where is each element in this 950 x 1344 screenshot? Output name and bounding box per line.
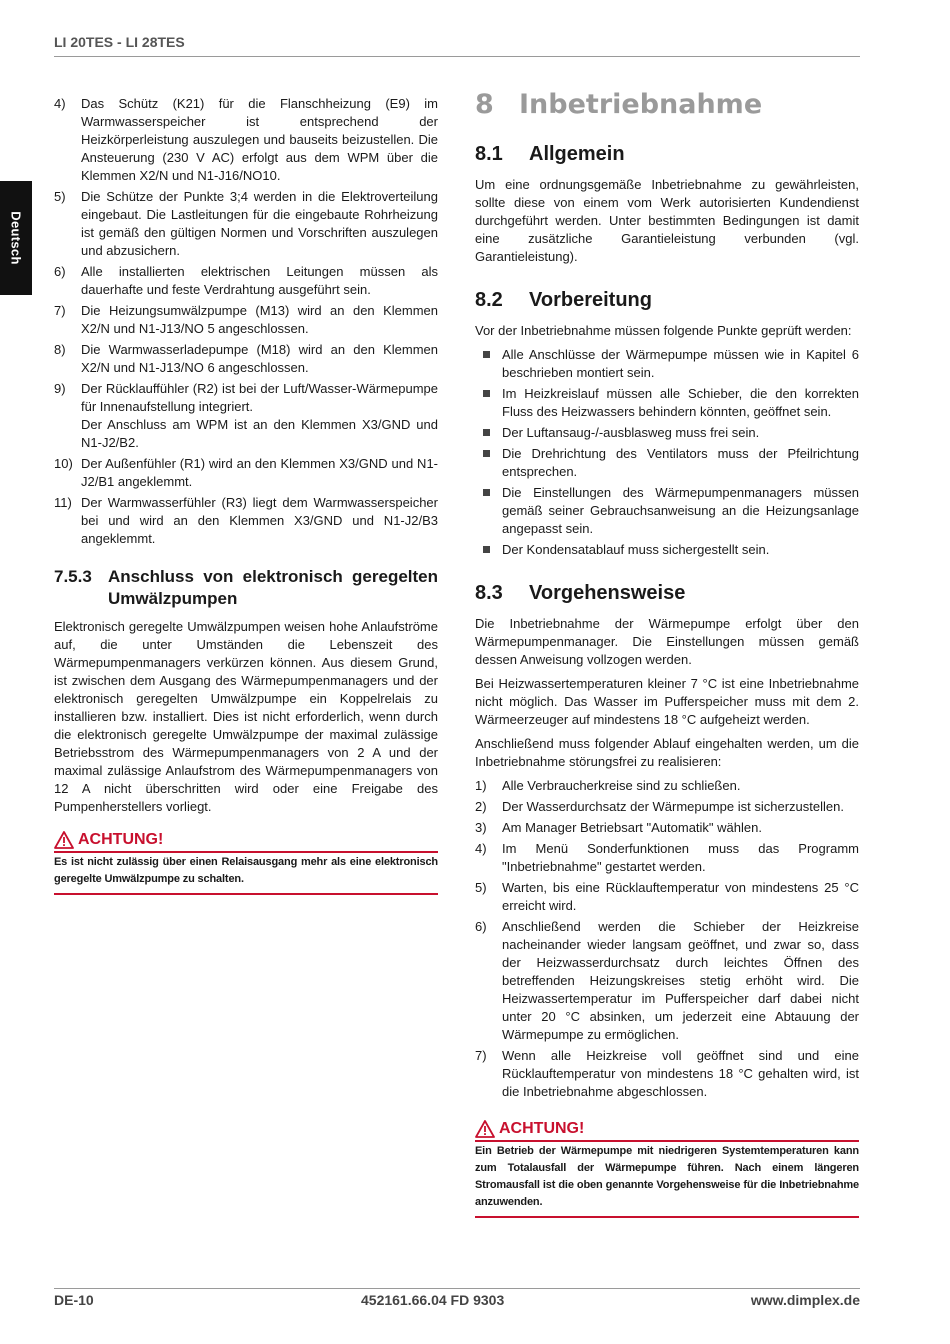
warning-triangle-icon [54,831,74,849]
square-bullet-icon [483,546,490,553]
left-column [54,95,438,895]
square-bullet-icon [483,489,490,496]
list-item: 10) Der Außenfühler (R1) wird an den Klemmen X3/GND und N1-J2/B1 angeklemmt. [54,456,438,489]
warning-rule-bottom [475,1216,859,1218]
list-item: 8) Die Warmwasserladepumpe (M18) wird an den Klemmen X2/N und N1-J13/NO 6 angeschlossen. [54,342,438,375]
section-8-3-para-1: Die Inbetriebnahme der Wärmepumpe erfolgt über den Wärmepumpenmanager. Die Einstellungen müssen gemäß dessen Anweisung vollzogen werden. [475,616,859,667]
list-item: 7) Die Heizungsumwälzpumpe (M13) wird an den Klemmen X2/N und N1-J13/NO 5 angeschlossen. [54,303,438,336]
list-item: 5) Die Schütze der Punkte 3;4 werden in die Elektroverteilung eingebaut. Die Lastleitungen für die eingebaute Rohrheizung ist gemäß den gültigen Normen und Vorschriften auszulegen und abzusichern. [54,189,438,258]
warning-rule-bottom [54,893,438,895]
procedure-step: 5) Warten, bis eine Rücklauftemperatur von mindestens 25 °C erreicht wird. [475,880,859,913]
language-tab-label: Deutsch [8,211,24,265]
warning-box-left [54,830,438,895]
right-column [475,88,859,1218]
section-heading-8-3: 8.3 Vorgehensweise [475,582,686,604]
page-header: LI 20TES - LI 28TES [54,34,185,50]
section-8-3-para-2: Bei Heizwassertemperaturen kleiner 7 °C ist eine Inbetriebnahme nicht möglich. Das Wasser im Pufferspeicher muss mit dem 2. Wärmeerzeuger auf mindestens 18 °C aufgeheizt werden. [475,676,859,727]
checklist-item: Die Drehrichtung des Ventilators muss der Pfeilrichtung entsprechen. [475,445,859,481]
procedure-steps [475,777,859,1101]
procedure-step: 4) Im Menü Sonderfunktionen muss das Programm "Inbetriebnahme" gestartet werden. [475,841,859,874]
language-tab [0,181,32,295]
section-heading-8-1: 8.1 Allgemein [475,143,625,165]
footer-divider [54,1288,860,1289]
list-item: 6) Alle installierten elektrischen Leitungen müssen als dauerhafte und feste Verdrahtung ausgeführt sein. [54,264,438,297]
page-number: DE-10 [54,1292,94,1308]
section-7-5-3-text: Elektronisch geregelte Umwälzpumpen weisen hohe Anlaufströme auf, die unter Umständen die Lebenszeit des Wärmepumpenmanagers verkürzen können. Aus diesem Grund, ist zwischen dem Ausgang des Wärmepumpenmanagers und der elektronisch geregelten Umwälzpumpe ein Koppelrelais zu installieren bzw. installiert. Dies ist nicht erforderlich, wenn durch die elektronisch geregelte Umwälzpumpe der maximal zulässige Betriebsstrom des Wärmepumpenmanagers von 2 A und der maximal zulässige Anlaufstrom des Wärmepumpenmanagers von 12 A nicht überschritten wird oder eine Freigabe des Pumpenherstellers vorliegt. [54,619,438,814]
warning-title: ACHTUNG! [475,1119,859,1139]
warning-triangle-icon [475,1120,495,1138]
checklist-item: Im Heizkreislauf müssen alle Schieber, die den korrekten Fluss des Heizwassers behindern könnten, geöffnet sein. [475,385,859,421]
procedure-step: 3) Am Manager Betriebsart "Automatik" wählen. [475,820,762,835]
warning-title: ACHTUNG! [54,830,438,850]
warning-box-right [475,1119,859,1218]
list-item: 11) Der Warmwasserfühler (R3) liegt dem Warmwasserspeicher bei und wird an den Klemmen X3/GND und N1-J2/B3 angeklemmt. [54,495,438,546]
square-bullet-icon [483,450,490,457]
website-link[interactable]: www.dimplex.de [750,1292,860,1308]
warning-text: Ein Betrieb der Wärmepumpe mit niedrigeren Systemtemperaturen kann zum Totalausfall der Wärmepumpe führen. Nach einem längeren Stromausfall ist die oben genannte Vorgehensweise für die Inbetriebnahme anzuwenden. [475,1145,859,1208]
checklist [475,346,859,559]
checklist-item: Der Kondensatablauf muss sichergestellt sein. [475,541,859,559]
square-bullet-icon [483,390,490,397]
wiring-notes-list [54,95,438,548]
document-id: 452161.66.04 FD 9303 [361,1292,505,1308]
procedure-step: 2) Der Wasserdurchsatz der Wärmepumpe ist sicherzustellen. [475,799,844,814]
checklist-item: Alle Anschlüsse der Wärmepumpe müssen wie in Kapitel 6 beschrieben montiert sein. [475,346,859,382]
header-divider [54,56,860,57]
chapter-heading: 8 Inbetriebnahme [475,89,763,120]
warning-text: Es ist nicht zulässig über einen Relaisausgang mehr als eine elektronisch geregelte Umwälzpumpe zu schalten. [54,856,438,885]
checklist-item: Die Einstellungen des Wärmepumpenmanagers müssen gemäß seiner Gebrauchsanweisung an die Heizungsanlage angepasst sein. [475,484,859,538]
procedure-step: 1) Alle Verbraucherkreise sind zu schließen. [475,778,741,793]
section-heading-7-5-3: 7.5.3 Anschluss von elektronisch geregelten Umwälzpumpen [54,567,438,608]
list-item: 4) Das Schütz (K21) für die Flanschheizung (E9) im Warmwasserspeicher ist entsprechend der Heizkörperleistung auszulegen und bauseits beizustellen. Die Ansteuerung (230 V AC) erfolgt aus dem WPM über die Klemmen X2/N und N1-J16/NO10. [54,96,438,183]
section-8-2-intro: Vor der Inbetriebnahme müssen folgende Punkte geprüft werden: [475,323,852,338]
procedure-step: 7) Wenn alle Heizkreise voll geöffnet sind und eine Rücklauftemperatur von mindestens 18 °C gehalten wird, ist die Inbetriebnahme abgeschlossen. [475,1048,859,1099]
list-item: 9) Der Rücklauffühler (R2) ist bei der Luft/Wasser-Wärmepumpe für Innenaufstellung integriert. Der Anschluss am WPM ist an den Klemmen X3/GND und N1-J2/B2. [54,381,438,450]
section-8-3-para-3: Anschließend muss folgender Ablauf eingehalten werden, um die Inbetriebnahme störungsfrei zu realisieren: [475,736,859,769]
checklist-item: Der Luftansaug-/-ausblasweg muss frei sein. [475,424,859,442]
square-bullet-icon [483,429,490,436]
procedure-step: 6) Anschließend werden die Schieber der Heizkreise nacheinander wieder langsam geöffnet, und zwar so, dass der Heizwasserdurchsatz durch leichtes Öffnen des betreffenden Heizungskreises stetig erhöht wird. Die Heizwassertemperatur im Pufferspeicher darf dabei nicht unter 20 °C absinken, um jederzeit eine Abtauung der Wärmepumpe zu ermöglichen. [475,919,859,1042]
section-8-1-text: Um eine ordnungsgemäße Inbetriebnahme zu gewährleisten, sollte diese von einem vom Werk autorisierten Kundendienst durchgeführt werden. Unter bestimmten Bedingungen ist damit eine zusätzliche Garantieleistung verbunden (vgl. Garantieleistung). [475,177,859,264]
section-heading-8-2: 8.2 Vorbereitung [475,289,652,311]
square-bullet-icon [483,351,490,358]
